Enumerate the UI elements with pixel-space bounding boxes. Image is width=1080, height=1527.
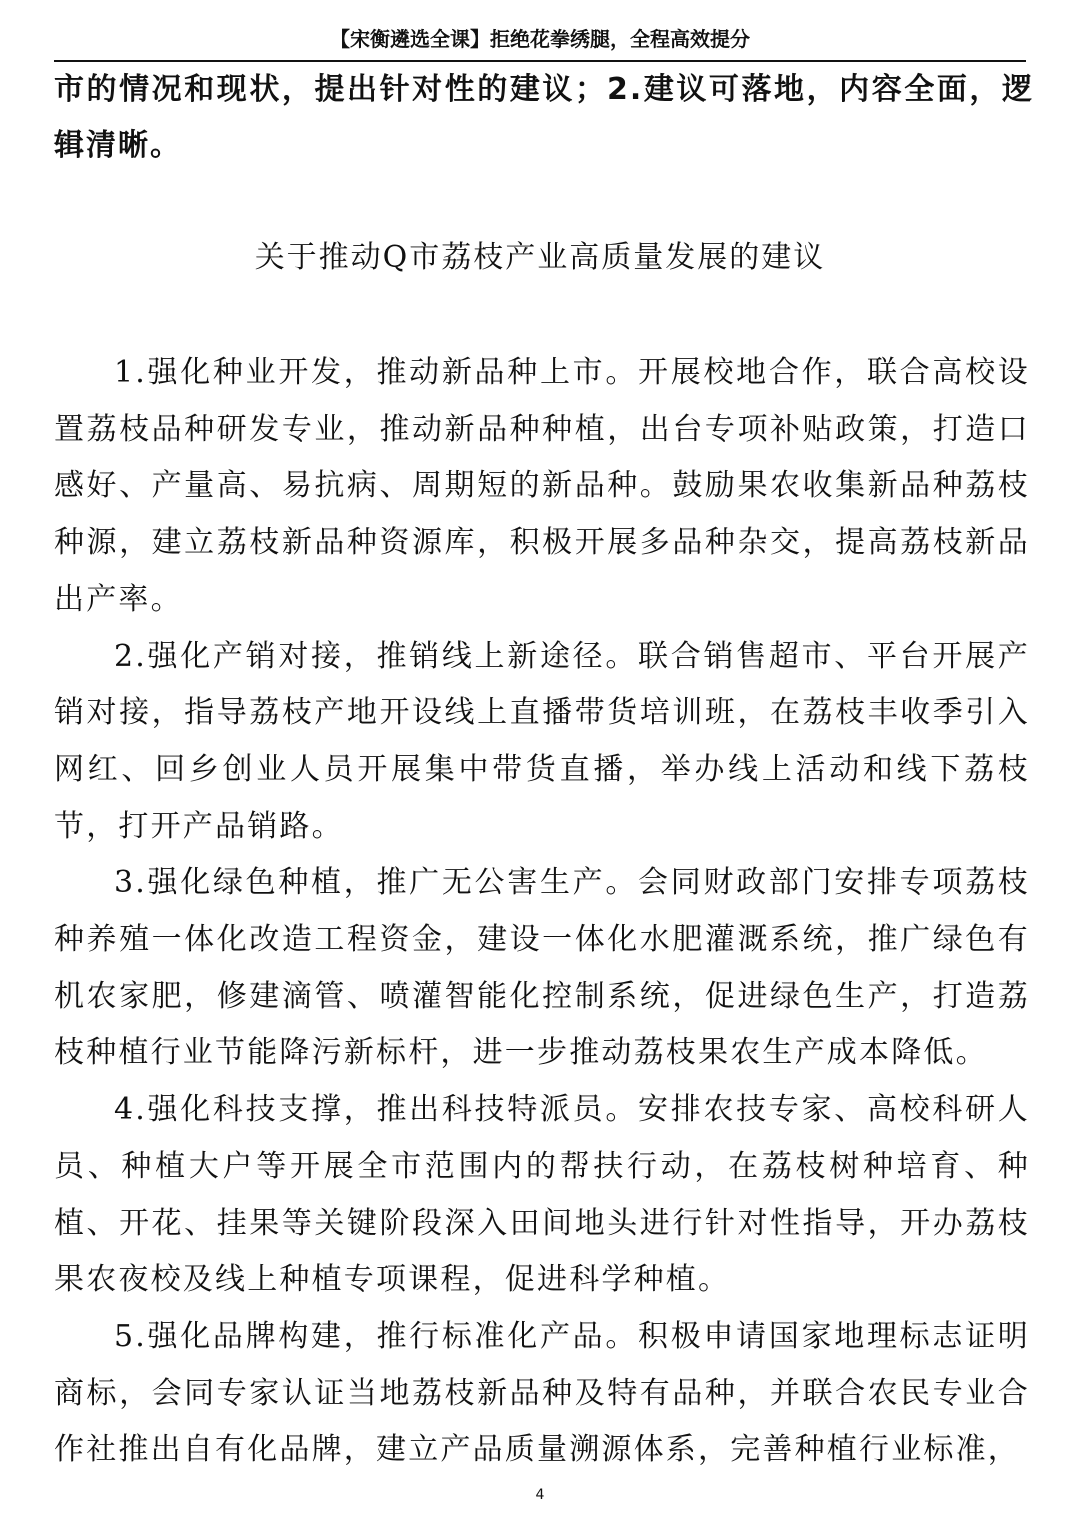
intro-text: 市的情况和现状，提出针对性的建议；2.建议可落地，内容全面，逻辑清晰。: [54, 72, 1034, 163]
page-number: 4: [535, 1487, 545, 1503]
document-title: 关于推动Q市荔枝产业高质量发展的建议: [254, 240, 826, 275]
document-body: [54, 345, 1030, 1479]
paragraph-2: 2.强化产销对接，推销线上新途径。联合销售超市、平台开展产销对接，指导荔枝产地开设线上直播带货培训班，在荔枝丰收季引入网红、回乡创业人员开展集中带货直播，举办线上活动和线下荔枝节，打开产品销路。: [54, 638, 1030, 844]
paragraph-1: 1.强化种业开发，推动新品种上市。开展校地合作，联合高校设置荔枝品种研发专业，推动新品种种植，出台专项补贴政策，打造口感好、产量高、易抗病、周期短的新品种。鼓励果农收集新品种荔枝种源，建立荔枝新品种资源库，积极开展多品种杂交，提高荔枝新品出产率。: [54, 355, 1030, 617]
page-header: 【宋衡遴选全课】拒绝花拳绣腿，全程高效提分: [54, 24, 1026, 62]
paragraph-3: 3.强化绿色种植，推广无公害生产。会同财政部门安排专项荔枝种养殖一体化改造工程资金，建设一体化水肥灌溉系统，推广绿色有机农家肥，修建滴管、喷灌智能化控制系统，促进绿色生产，打造荔枝种植行业节能降污新标杆，进一步推动荔枝果农生产成本降低。: [54, 865, 1030, 1071]
paragraph-5: 5.强化品牌构建，推行标准化产品。积极申请国家地理标志证明商标，会同专家认证当地荔枝新品种及特有品种，并联合农民专业合作社推出自有化品牌，建立产品质量溯源体系，完善种植行业标准，: [54, 1318, 1030, 1468]
paragraph-4: 4.强化科技支撑，推出科技特派员。安排农技专家、高校科研人员、种植大户等开展全市范围内的帮扶行动，在荔枝树种培育、种植、开花、挂果等关键阶段深入田间地头进行针对性指导，开办荔枝果农夜校及线上种植专项课程，促进科学种植。: [54, 1092, 1030, 1298]
